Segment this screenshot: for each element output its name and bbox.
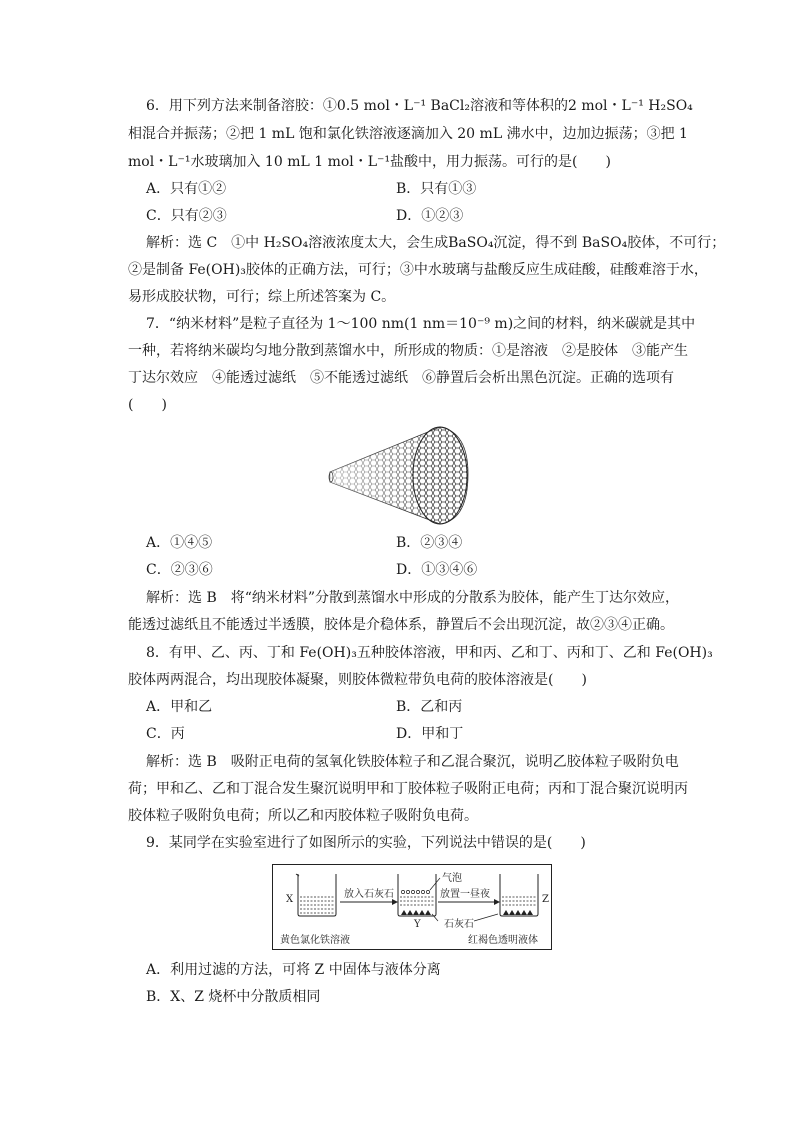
q8-analysis-3: 胶体粒子吸附负电荷；所以乙和丙胶体粒子吸附负电荷。 — [128, 808, 478, 824]
caption-right: 红褐色透明液体 — [468, 935, 538, 946]
label-z: Z — [542, 894, 549, 905]
q7-analysis-1: 解析：选 B 将“纳米材料”分散到蒸馏水中形成的分散系为胶体，能产生丁达尔效应， — [146, 590, 680, 606]
q8-option-a: A．甲和乙 — [146, 699, 213, 715]
q7-option-c: C．②③⑥ — [146, 562, 213, 578]
q8-analysis-1: 解析：选 B 吸附正电荷的氢氧化铁胶体粒子和乙混合聚沉，说明乙胶体粒子吸附负电 — [146, 754, 679, 770]
q6-analysis-1: 解析：选 C ①中 H₂SO₄溶液浓度太大，会生成BaSO₄沉淀，得不到 BaSO₄胶体，不可行； — [146, 235, 726, 251]
q7-line-4: ( ) — [128, 397, 167, 413]
q7-analysis-2: 能透过滤纸且不能透过半透膜，胶体是介稳体系，静置后不会出现沉淀，故②③④正确。 — [128, 617, 674, 633]
q9-option-a: A．利用过滤的方法，可将 Z 中固体与液体分离 — [146, 962, 441, 978]
q7-option-d: D．①③④⑥ — [396, 562, 478, 578]
q8-analysis-2: 荷；甲和乙、乙和丁混合发生聚沉说明甲和丁胶体粒子吸附正电荷；丙和丁混合聚沉说明丙 — [128, 781, 688, 797]
q7-line-2: 一种，若将纳米碳均匀地分散到蒸馏水中，所形成的物质：①是溶液 ②是胶体 ③能产生 — [128, 343, 688, 359]
caption-left: 黄色氯化铁溶液 — [280, 935, 350, 946]
q7-option-b: B．②③④ — [396, 535, 463, 551]
carbon-nanotube-image — [328, 424, 470, 526]
label-y: Y — [414, 919, 421, 930]
label-bubble: 气泡 — [442, 873, 462, 884]
q7-option-a: A．①④⑤ — [146, 535, 213, 551]
q6-line-2: 相混合并振荡；②把 1 mL 饱和氯化铁溶液逐滴加入 20 mL 沸水中，边加边振荡；③把 1 — [128, 126, 688, 142]
q8-option-d: D．甲和丁 — [396, 726, 464, 742]
q7-line-3: 丁达尔效应 ④能透过滤纸 ⑤不能透过滤纸 ⑥静置后会析出黑色沉淀。正确的选项有 — [128, 370, 674, 386]
q6-option-c: C．只有②③ — [146, 208, 227, 224]
experiment-diagram — [272, 864, 552, 950]
q6-analysis-3: 易形成胶状物，可行；综上所述答案为 C。 — [128, 289, 396, 305]
q6-option-a: A．只有①② — [146, 181, 227, 197]
q6-analysis-2: ②是制备 Fe(OH)₃胶体的正确方法，可行；③中水玻璃与盐酸反应生成硅酸，硅酸难溶于水， — [128, 262, 708, 278]
q8-line-1: 8．有甲、乙、丙、丁和 Fe(OH)₃五种胶体溶液，甲和丙、乙和丁、丙和丁、乙和 Fe(OH)₃ — [146, 645, 713, 661]
q6-option-b: B．只有①③ — [396, 181, 477, 197]
label-stone: 石灰石 — [444, 919, 474, 930]
q9-line-1: 9．某同学在实验室进行了如图所示的实验，下列说法中错误的是( ) — [146, 835, 586, 851]
label-x: X — [286, 894, 294, 905]
q6-line-3: mol・L⁻¹水玻璃加入 10 mL 1 mol・L⁻¹盐酸中，用力振荡。可行的是( ) — [128, 154, 611, 170]
q7-line-1: 7．“纳米材料”是粒子直径为 1～100 nm(1 nm＝10⁻⁹ m)之间的材料，纳米碳就是其中 — [146, 316, 696, 332]
label-arrow-1: 放入石灰石 — [344, 889, 394, 900]
q9-option-b: B．X、Z 烧杯中分散质相同 — [146, 989, 321, 1005]
label-arrow-2: 放置一昼夜 — [440, 889, 490, 900]
q8-option-c: C．丙 — [146, 726, 185, 742]
q8-option-b: B．乙和丙 — [396, 699, 463, 715]
q8-line-2: 胶体两两混合，均出现胶体凝聚，则胶体微粒带负电荷的胶体溶液是( ) — [128, 672, 587, 688]
q6-line-1: 6．用下列方法来制备溶胶：①0.5 mol・L⁻¹ BaCl₂溶液和等体积的2 mol・L⁻¹ H₂SO₄ — [146, 98, 693, 114]
q6-option-d: D．①②③ — [396, 208, 464, 224]
